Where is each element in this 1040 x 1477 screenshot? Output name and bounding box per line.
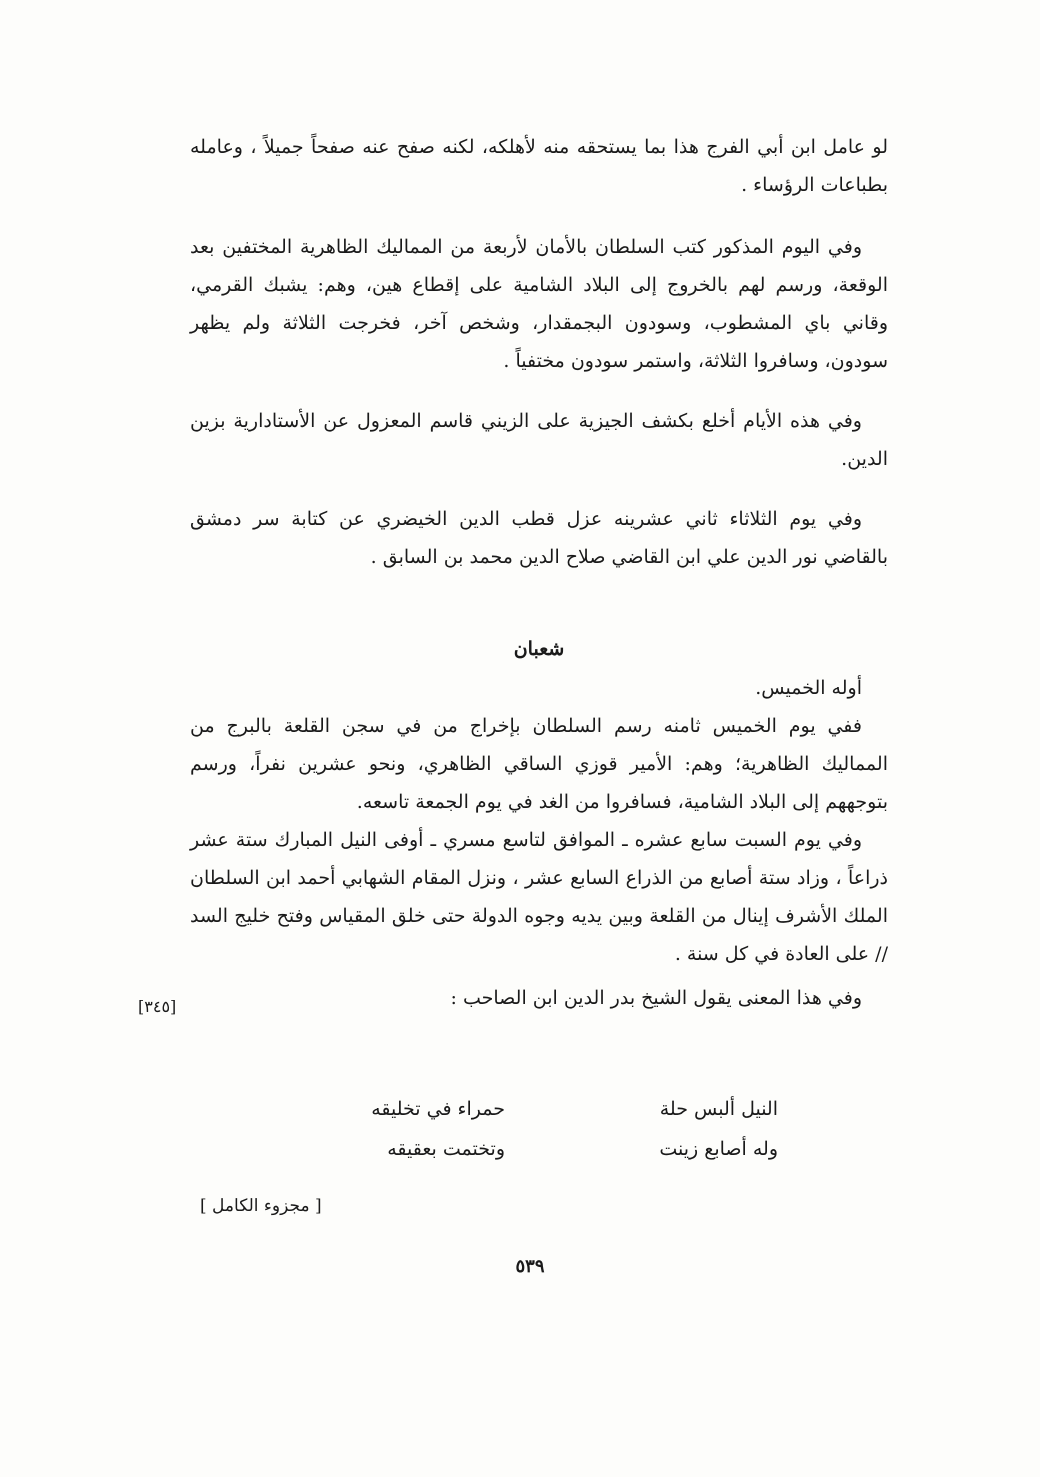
margin-page-reference: [٣٤٥] xyxy=(138,997,177,1016)
poem-line1-first-hemistich: النيل ألبس حلة xyxy=(659,1098,778,1120)
month-heading: شعبان xyxy=(513,638,565,660)
poem-line2-second-hemistich: وتختمت بعقيقه xyxy=(387,1138,505,1160)
page-number: ٥٣٩ xyxy=(515,1256,545,1277)
paragraph: وفي اليوم المذكور كتب السلطان بالأمان لأربعة من المماليك الظاهرية المختفين بعد الوقعة، ورسم لهم بالخروج إلى البلاد الشامية على إقطاع هين، وهم: يشبك القرمي، وقاني باي المشطوب، وسودون البجمقدار، وشخص آخر، فخرجت الثلاثة ولم يظهر سودون، وسافروا الثلاثة، واستمر سودون مختفياً . xyxy=(190,236,888,372)
paragraph: وفي يوم السبت سابع عشره ـ الموافق لتاسع مسري ـ أوفى النيل المبارك ستة عشر ذراعاً ، وزاد ستة أصابع من الذراع السابع عشر ، ونزل المقام الشهابي أحمد ابن السلطان الملك الأشرف إينال من القلعة وبين يديه وجوه الدولة حتى خلق المقياس وفتح خليج السد // على العادة في كل سنة . xyxy=(190,829,888,965)
paragraph: لو عامل ابن أبي الفرج هذا بما يستحقه منه لأهلكه، لكنه صفح عنه صفحاً جميلاً ، وعامله بطباعات الرؤساء . xyxy=(190,136,888,196)
paragraph: وفي يوم الثلاثاء ثاني عشرينه عزل قطب الدين الخيضري عن كتابة سر دمشق بالقاضي نور الدين علي ابن القاضي صلاح الدين محمد بن السابق . xyxy=(190,508,888,568)
poetic-meter-label: [ مجزوء الكامل ] xyxy=(200,1196,322,1216)
text-section-bottom xyxy=(190,669,888,1017)
poem-line2-first-hemistich: وله أصابع زينت xyxy=(659,1138,778,1160)
paragraph: أوله الخميس. xyxy=(755,677,862,699)
paragraph: ففي يوم الخميس ثامنه رسم السلطان بإخراج من في سجن القلعة بالبرج من المماليك الظاهرية؛ وهم: الأمير قوزي الساقي الظاهري، ونحو عشرين نفراً، ورسم بتوجههم إلى البلاد الشامية، فسافروا من الغد في يوم الجمعة تاسعه. xyxy=(190,715,888,813)
paragraph: وفي هذا المعنى يقول الشيخ بدر الدين ابن الصاحب : xyxy=(450,987,862,1009)
poem-line1-second-hemistich: حمراء في تخليقه xyxy=(371,1098,505,1120)
paragraph: وفي هذه الأيام أخلع بكشف الجيزية على الزيني قاسم المعزول عن الأستادارية بزين الدين. xyxy=(190,410,888,470)
text-section-top xyxy=(190,128,888,576)
